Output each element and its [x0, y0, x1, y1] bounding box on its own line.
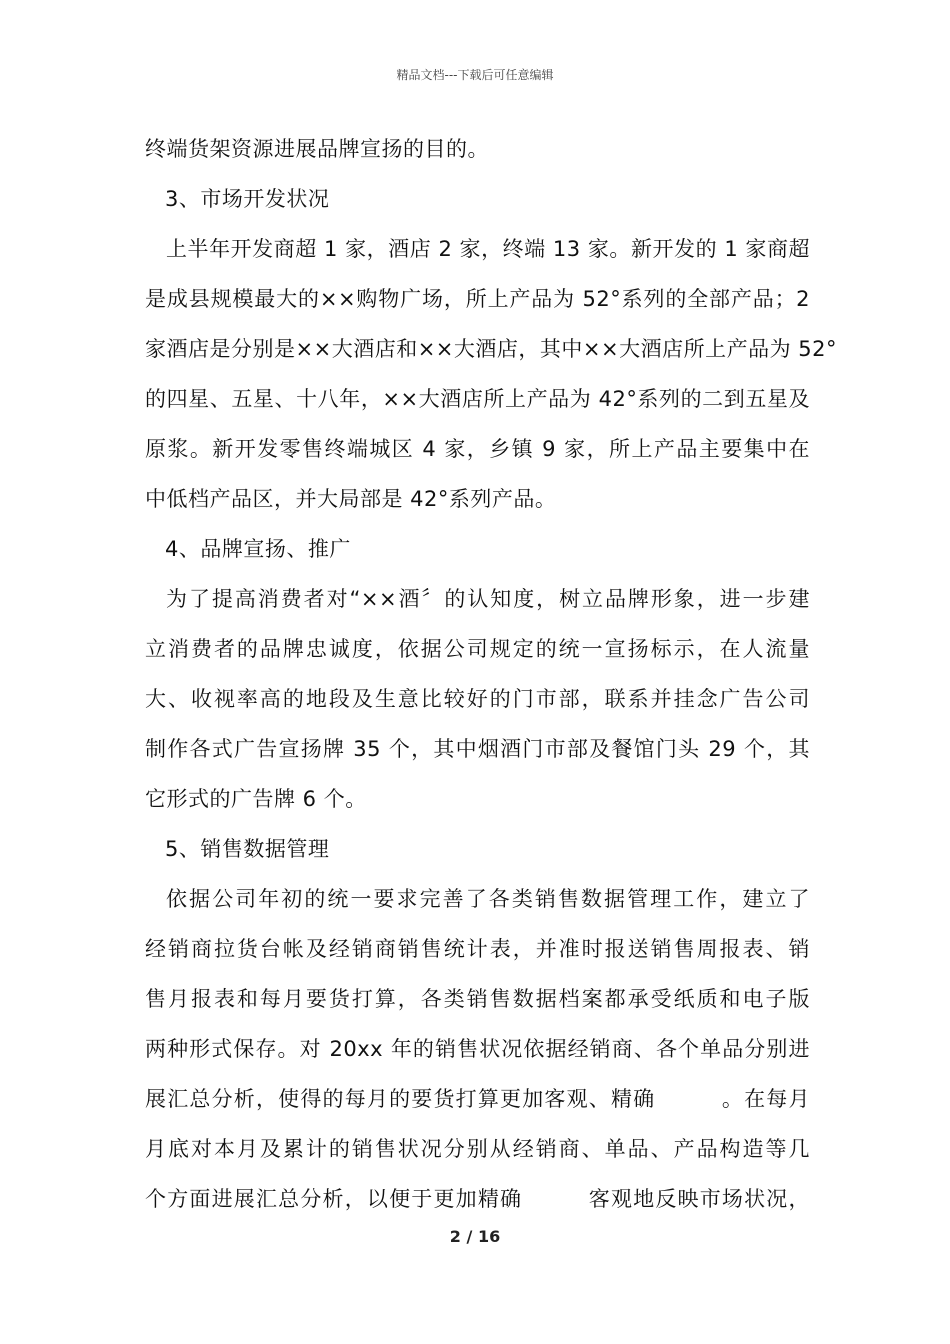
- paragraph-line: 家酒店是分别是××大酒店和××大酒店，其中××大酒店所上产品为 52°: [145, 337, 837, 361]
- paragraph-line: 经销商拉货台帐及经销商销售统计表，并准时报送销售周报表、销: [145, 937, 810, 961]
- page-header: 精品文档---下载后可任意编辑: [396, 68, 554, 82]
- paragraph-line: 原浆。新开发零售终端城区 4 家，乡镇 9 家，所上产品主要集中在: [145, 437, 810, 461]
- paragraph-line: 上半年开发商超 1 家，酒店 2 家，终端 13 家。新开发的 1 家商超: [166, 237, 810, 261]
- paragraph-line: 月底对本月及累计的销售状况分别从经销商、单品、产品构造等几: [145, 1137, 810, 1161]
- section-heading: 4、品牌宣扬、推广: [165, 537, 351, 561]
- body-text: [145, 124, 837, 1224]
- section-heading: 5、销售数据管理: [165, 837, 330, 861]
- paragraph-line: 展汇总分析，使得的每月的要货打算更加客观、精确 。在每月: [145, 1087, 810, 1111]
- paragraph-line: 中低档产品区，并大局部是 42°系列产品。: [145, 487, 557, 511]
- paragraph-line: 依据公司年初的统一要求完善了各类销售数据管理工作，建立了: [166, 887, 810, 911]
- page-footer: [0, 1227, 950, 1246]
- section-heading: 3、市场开发状况: [165, 187, 330, 211]
- paragraph-line: 为了提高消费者对“××酒〞的认知度，树立品牌形象，进一步建: [166, 587, 810, 611]
- paragraph-line: 立消费者的品牌忠诚度，依据公司规定的统一宣扬标示，在人流量: [145, 637, 810, 661]
- paragraph-line: 个方面进展汇总分析，以便于更加精确 客观地反映市场状况，: [145, 1187, 810, 1211]
- paragraph-line: 它形式的广告牌 6 个。: [145, 787, 367, 811]
- page-separator: /: [466, 1227, 473, 1246]
- paragraph-line: 制作各式广告宣扬牌 35 个，其中烟酒门市部及餐馆门头 29 个，其: [145, 737, 810, 761]
- paragraph-line: 的四星、五星、十八年，××大酒店所上产品为 42°系列的二到五星及: [145, 387, 810, 411]
- total-pages: 16: [477, 1227, 501, 1246]
- page-number: 2: [449, 1227, 461, 1246]
- paragraph-line: 两种形式保存。对 20xx 年的销售状况依据经销商、各个单品分别进: [145, 1037, 810, 1061]
- paragraph-line: 售月报表和每月要货打算，各类销售数据档案都承受纸质和电子版: [145, 987, 810, 1011]
- paragraph-line: 大、收视率高的地段及生意比较好的门市部，联系并挂念广告公司: [145, 687, 810, 711]
- paragraph-line: 是成县规模最大的××购物广场，所上产品为 52°系列的全部产品；2: [145, 287, 810, 311]
- paragraph-line: 终端货架资源进展品牌宣扬的目的。: [145, 137, 489, 161]
